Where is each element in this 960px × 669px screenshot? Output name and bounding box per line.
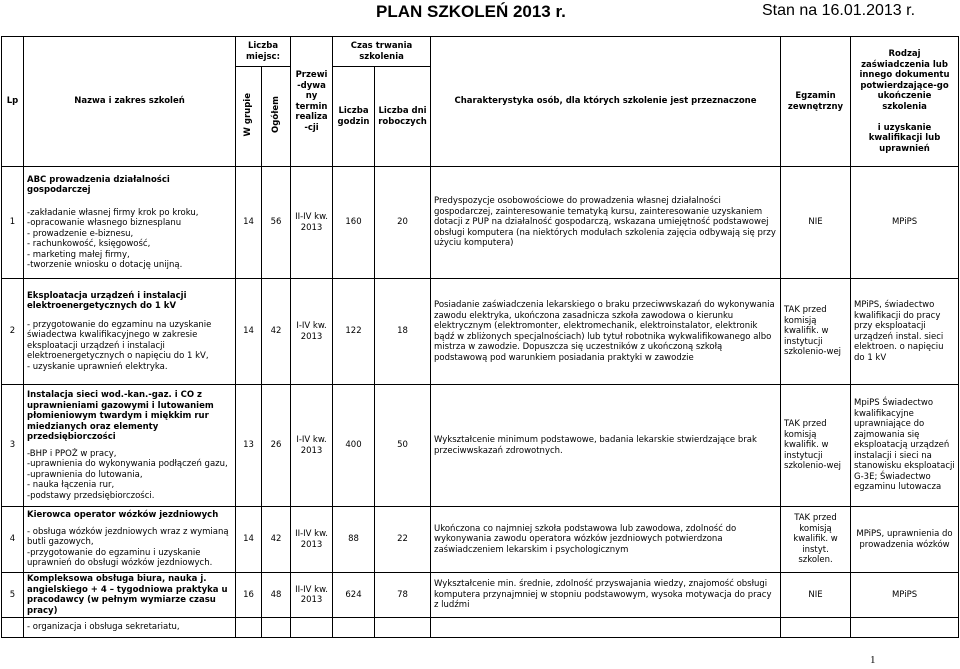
row-hours: 122 <box>333 279 375 385</box>
list-item: -uprawnienia do wykonywania podłączeń gazu, <box>27 459 228 469</box>
row-total: 26 <box>262 385 291 507</box>
header-places: Liczba miejsc: <box>236 37 291 67</box>
row-group: 13 <box>236 385 262 507</box>
table-row <box>2 573 959 618</box>
list-item: -opracowanie własnego biznesplanu <box>27 218 182 228</box>
row-name <box>24 385 236 507</box>
header-term: Przewi -dywa ny termin realiza -cji <box>291 37 333 167</box>
header-total: Ogółem <box>262 67 291 167</box>
row-exam: NIE <box>781 167 851 279</box>
empty-cell <box>236 618 262 638</box>
empty-cell <box>851 618 959 638</box>
page-title: PLAN SZKOLEŃ 2013 r. <box>376 2 566 21</box>
list-item: - uzyskanie uprawnień elektryka. <box>27 361 168 372</box>
header-cert-line1: Rodzaj zaświadczenia lub innego dokumentu potwierdzające-go ukończenie szkolenia <box>859 49 950 112</box>
row-cert: MPiPS, uprawnienia do prowadzenia wózków <box>851 507 959 573</box>
row-exam: NIE <box>781 573 851 618</box>
empty-cell <box>431 618 781 638</box>
list-item: - nauka łączenia rur, <box>27 480 115 490</box>
row-lp: 4 <box>2 507 24 573</box>
row-lp: 5 <box>2 573 24 618</box>
row-title: ABC prowadzenia działalności gospodarczej <box>27 174 170 195</box>
row-people: Wykształcenie min. średnie, zdolność przyswajania wiedzy, znajomość obsługi komputera przynajmniej w stopniu podstawowym, wysoka motywacja do pracy z ludźmi <box>431 573 781 618</box>
header-per-group: W grupie <box>236 67 262 167</box>
header-people: Charakterystyka osób, dla których szkolenie jest przeznaczone <box>431 37 781 167</box>
row-lp: 1 <box>2 167 24 279</box>
row-term: I-IV kw. 2013 <box>291 279 333 385</box>
row-exam: TAK przed komisją kwalifik. w instyt. szkolen. <box>781 507 851 573</box>
list-item: - rachunkowość, księgowość, <box>27 239 151 249</box>
empty-cell <box>262 618 291 638</box>
row-group: 14 <box>236 507 262 573</box>
list-item: -uprawnienia do lutowania, <box>27 469 143 480</box>
row-days: 20 <box>375 167 431 279</box>
list-item: -przygotowanie do egzaminu i uzyskanie uprawnień do obsługi wózków jezdniowych. <box>27 547 213 569</box>
list-item: - marketing małej firmy, <box>27 249 130 260</box>
row-hours: 88 <box>333 507 375 573</box>
row-people: Posiadanie zaświadczenia lekarskiego o braku przeciwwskazań do wykonywania zawodu elektryka, ukończona zasadnicza szkoła zawodowa o kierunku elektrycznym (elektromonter, elektromechanik, elektroinstalator, elektronik bądź w zbliżonych specjalnościach) lub tytuł robotnika wykwalifikowanego albo mistrza w zawodzie. Dopuszcza się uczestników z ukończoną szkołą podstawową pod warunkiem posiadania praktyki w zawodzie <box>431 279 781 385</box>
header-cert-line2: i uzyskanie kwalifikacji lub uprawnień <box>868 122 941 154</box>
header-name: Nazwa i zakres szkoleń <box>24 37 236 167</box>
empty-cell <box>291 618 333 638</box>
row-exam: TAK przed komisją kwalifik. w instytucji szkolenio-wej <box>781 385 851 507</box>
row-hours: 624 <box>333 573 375 618</box>
header-days: Liczba dni roboczych <box>375 67 431 167</box>
row-term: I-IV kw. 2013 <box>291 385 333 507</box>
header-lp: Lp <box>2 37 24 167</box>
row-days: 18 <box>375 279 431 385</box>
row-cert: MPiPS <box>851 167 959 279</box>
table-row <box>2 618 959 638</box>
row-group: 14 <box>236 167 262 279</box>
row-days: 78 <box>375 573 431 618</box>
row-exam: TAK przed komisją kwalifik. w instytucji szkolenio-wej <box>781 279 851 385</box>
table-row <box>2 279 959 385</box>
row-days: 22 <box>375 507 431 573</box>
list-item: - przygotowanie do egzaminu na uzyskanie świadectwa kwalifikacyjnego w zakresie eksploatacji urządzeń i instalacji elektroenergetycznych o napięciu do 1 kV, <box>27 319 212 362</box>
table-row <box>2 167 959 279</box>
status-date: Stan na 16.01.2013 r. <box>762 2 916 19</box>
row-lp <box>2 618 24 638</box>
row-title: Kierowca operator wózków jezdniowych <box>27 510 219 521</box>
row-days: 50 <box>375 385 431 507</box>
row-title: Instalacja sieci wod.-kan.-gaz. i CO z uprawnieniami gazowymi i lutowaniem płomieniowym twardym i miękkim rur miedzianych oraz elementy przedsiębiorczości <box>27 390 214 442</box>
row-name <box>24 167 236 279</box>
row-total: 42 <box>262 507 291 573</box>
row-people: Wykształcenie minimum podstawowe, badania lekarskie stwierdzające brak przeciwwskazań zdrowotnych. <box>431 385 781 507</box>
training-plan-table <box>1 36 959 638</box>
row-name <box>24 573 236 618</box>
header-hours: Liczba godzin <box>333 67 375 167</box>
empty-cell <box>781 618 851 638</box>
row-total: 56 <box>262 167 291 279</box>
empty-cell <box>333 618 375 638</box>
header-exam: Egzamin zewnętrzny <box>781 37 851 167</box>
header-cert <box>851 37 959 167</box>
row-lp: 2 <box>2 279 24 385</box>
row-total: 48 <box>262 573 291 618</box>
row-total: 42 <box>262 279 291 385</box>
row-group: 14 <box>236 279 262 385</box>
row-cert: MpiPS Świadectwo kwalifikacyjne uprawniające do zajmowania się eksploatacją urządzeń instalacji i sieci na stanowisku eksploatacji G-3E; Świadectwo egzaminu lutowacza <box>851 385 959 507</box>
empty-cell <box>375 618 431 638</box>
list-item: -zakładanie własnej firmy krok po kroku, <box>27 207 199 218</box>
list-item: -podstawy przedsiębiorczości. <box>27 490 155 501</box>
table-row <box>2 385 959 507</box>
table-row <box>2 507 959 573</box>
row-term: II-IV kw. 2013 <box>291 167 333 279</box>
row-name <box>24 279 236 385</box>
row-hours: 400 <box>333 385 375 507</box>
row-title: Kompleksowa obsługa biura, nauka j. angielskiego + 4 – tygodniowa praktyka u pracodawcy (w pełnym wymiarze czasu pracy) <box>27 574 228 616</box>
row-name <box>24 507 236 573</box>
row-term: II-IV kw. 2013 <box>291 507 333 573</box>
row-trailing-note: - organizacja i obsługa sekretariatu, <box>24 618 236 638</box>
list-item: - prowadzenie e-biznesu, <box>27 228 134 239</box>
row-cert: MPiPS <box>851 573 959 618</box>
row-cert: MPiPS, świadectwo kwalifikacji do pracy przy eksploatacji urządzeń instal. sieci elektroen. o napięciu do 1 kV <box>851 279 959 385</box>
row-hours: 160 <box>333 167 375 279</box>
list-item: -tworzenie wniosku o dotację unijną. <box>27 260 183 270</box>
page-number: 1 <box>870 654 876 666</box>
row-group: 16 <box>236 573 262 618</box>
row-term: II-IV kw. 2013 <box>291 573 333 618</box>
header-duration: Czas trwania szkolenia <box>333 37 431 67</box>
row-people: Predyspozycje osobowościowe do prowadzenia własnej działalności gospodarczej, zainteresowanie tematyką kursu, zainteresowanie uzyskaniem dotacji z PUP na działalność gospodarczą, wskazana umiejętność podstawowej obsługi komputera (na niektórych modułach szkolenia zajęcia odbywają się przy użyciu komputera) <box>431 167 781 279</box>
row-title: Eksploatacja urządzeń i instalacji elektroenergetycznych do 1 kV <box>27 290 187 312</box>
list-item: - obsługa wózków jezdniowych wraz z wymianą butli gazowych, <box>27 526 229 548</box>
row-people: Ukończona co najmniej szkoła podstawowa lub zawodowa, zdolność do wykonywania zawodu operatora wózków jezdniowych potwierdzona zaświadczeniem lekarskim i psychologicznym <box>431 507 781 573</box>
list-item: -BHP i PPOŻ w pracy, <box>27 448 117 459</box>
row-lp: 3 <box>2 385 24 507</box>
